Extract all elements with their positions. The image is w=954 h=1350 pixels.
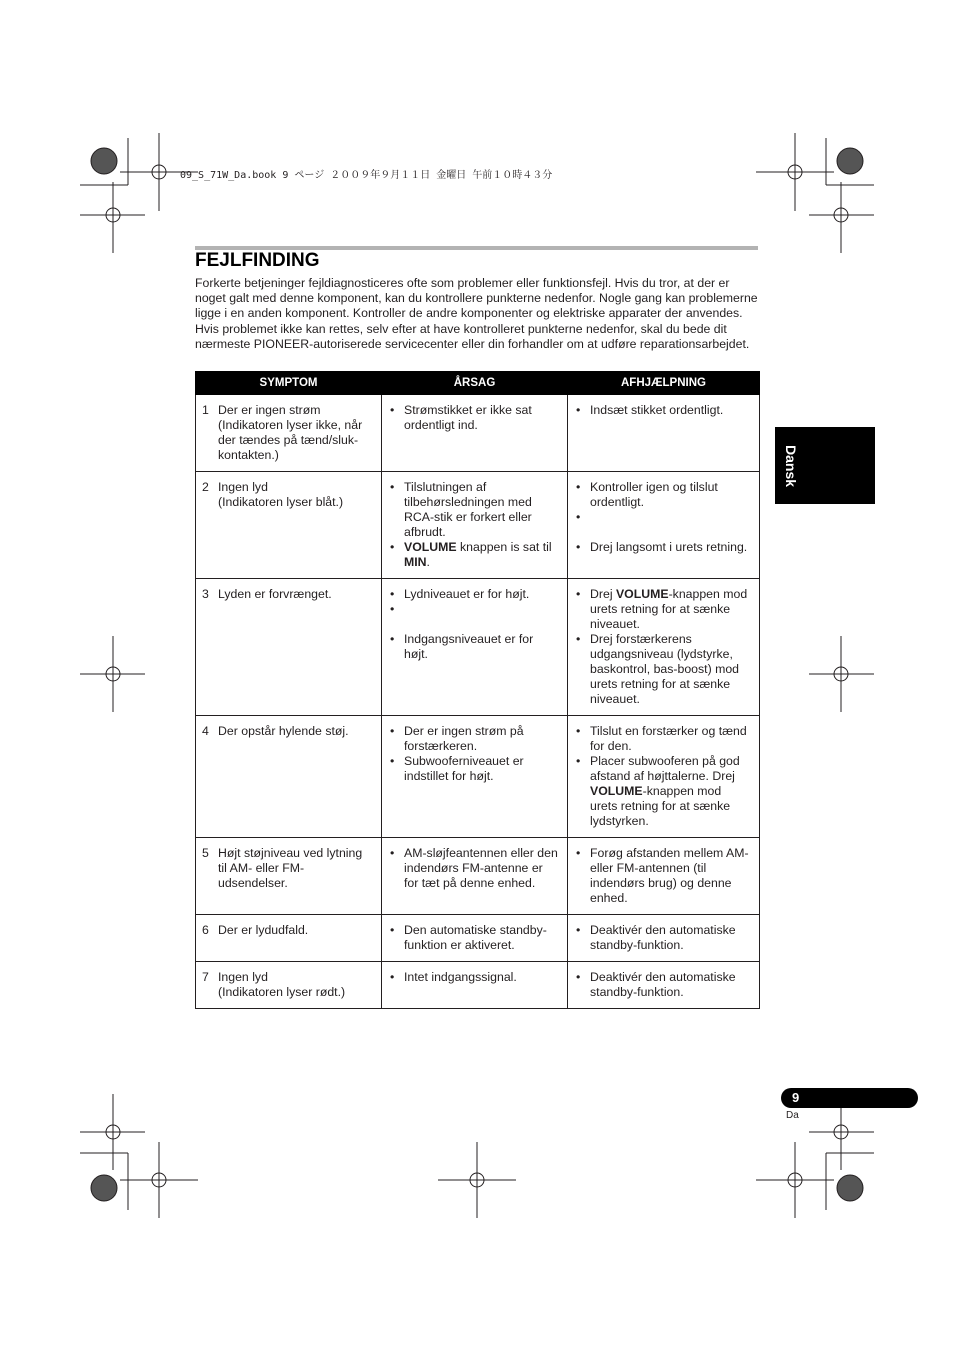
remedy-item: • Drej langsomt i urets retning. xyxy=(574,540,751,555)
remedy-item: • Tilslut en forstærker og tænd for den. xyxy=(574,724,751,754)
symptom-cell xyxy=(196,716,382,838)
row-number: 7 xyxy=(202,970,209,984)
remedy-item: • Kontroller igen og tilslut ordentligt. xyxy=(574,480,751,510)
spacer xyxy=(388,602,559,632)
cause-cell xyxy=(382,838,568,915)
page-language-code: Da xyxy=(786,1110,799,1121)
remedy-cell xyxy=(568,716,760,838)
header-symptom: SYMPTOM xyxy=(196,372,382,395)
symptom-cell xyxy=(196,472,382,579)
remedy-cell xyxy=(568,395,760,472)
min-label: MIN xyxy=(404,555,427,569)
remedy-cell xyxy=(568,579,760,716)
symptom-cell xyxy=(196,838,382,915)
table-row xyxy=(196,962,760,1009)
volume-label: VOLUME xyxy=(615,587,669,601)
cause-cell xyxy=(382,915,568,962)
symptom-text: Ingen lyd xyxy=(218,480,268,494)
cause-cell xyxy=(382,962,568,1009)
row-number: 1 xyxy=(202,403,209,417)
cause-item: • Lydniveauet er for højt. xyxy=(388,587,559,602)
cause-text-end: . xyxy=(426,555,430,569)
symptom-note: (Indikatoren lyser rødt.) xyxy=(218,985,346,999)
table-row xyxy=(196,716,760,838)
cause-item: • Den automatiske standby-funktion er aktiveret. xyxy=(388,923,559,953)
symptom-cell xyxy=(196,395,382,472)
symptom-note: (Indikatoren lyser blåt.) xyxy=(218,495,344,509)
remedy-text: Placer subwooferen på god afstand af højttalerne. Drej xyxy=(590,754,740,783)
table-row xyxy=(196,472,760,579)
symptom-text: Lyden er forvrænget. xyxy=(218,587,332,601)
remedy-item xyxy=(574,754,751,829)
remedy-text: -knappen mod urets retning for at sænke niveauet. xyxy=(590,587,748,631)
row-number: 6 xyxy=(202,923,209,937)
remedy-cell xyxy=(568,838,760,915)
symptom-text: Højt støjniveau ved lytning til AM- eller FM-udsendelser. xyxy=(218,846,363,890)
table-header-row xyxy=(196,372,760,395)
header-cause: ÅRSAG xyxy=(382,372,568,395)
page-title: FEJLFINDING xyxy=(195,250,320,271)
troubleshooting-table xyxy=(195,371,760,1009)
symptom-cell xyxy=(196,915,382,962)
symptom-text: Der er ingen strøm (Indikatoren lyser ikke, når der tændes på tænd/sluk-kontakten.) xyxy=(218,403,363,462)
cause-text: knappen is sat til xyxy=(456,540,552,554)
row-number: 4 xyxy=(202,724,209,738)
remedy-cell xyxy=(568,962,760,1009)
remedy-cell xyxy=(568,915,760,962)
table-row xyxy=(196,838,760,915)
cause-item: • AM-sløjfeantennen eller den indendørs FM-antenne er for tæt på denne enhed. xyxy=(388,846,559,891)
remedy-item: • Deaktivér den automatiske standby-funktion. xyxy=(574,923,751,953)
symptom-text: Ingen lyd xyxy=(218,970,268,984)
symptom-cell xyxy=(196,962,382,1009)
remedy-item xyxy=(574,587,751,632)
table-row xyxy=(196,395,760,472)
page-number-pill xyxy=(781,1088,918,1108)
remedy-text: Drej xyxy=(590,587,616,601)
table-row xyxy=(196,579,760,716)
table-row xyxy=(196,915,760,962)
volume-label: VOLUME xyxy=(590,784,643,798)
page-number: 9 xyxy=(792,1090,800,1105)
remedy-item: • Indsæt stikket ordentligt. xyxy=(574,403,751,418)
row-number: 3 xyxy=(202,587,209,601)
symptom-text: Der er lydudfald. xyxy=(218,923,309,937)
cause-cell xyxy=(382,579,568,716)
cause-item: • Subwooferniveauet er indstillet for højt. xyxy=(388,754,559,784)
remedy-item: • Drej forstærkerens udgangsniveau (lydstyrke, baskontrol, bas-boost) mod urets retning for at sænke niveauet. xyxy=(574,632,751,707)
symptom-text: Der opstår hylende støj. xyxy=(218,724,349,738)
intro-paragraph: Forkerte betjeninger fejldiagnosticeres ofte som problemer eller funktionsfejl. Hvis du tror, at der er noget galt med denne komponent, kan du kontrollere punkterne nedenfor. Nogle gang kan problemerne ligge i en anden komponent. Kontroller de andre komponenter og elektriske apparater der anvendes. Hvis problemet ikke kan rettes, selv efter at have kontrolleret punkterne nedenfor, skal du bede dit nærmeste PIONEER-autoriserede servicecenter eller din forhandler om at udføre reparationsarbejdet. xyxy=(195,276,758,351)
cause-item xyxy=(388,540,559,570)
header-remedy: AFHJÆLPNING xyxy=(568,372,760,395)
volume-label: VOLUME xyxy=(404,540,457,554)
remedy-cell xyxy=(568,472,760,579)
cause-item: • Indgangsniveauet er for højt. xyxy=(388,632,559,662)
remedy-item: • Deaktivér den automatiske standby-funktion. xyxy=(574,970,751,1000)
spacer xyxy=(574,510,751,540)
cause-cell xyxy=(382,472,568,579)
remedy-text: -knappen mod urets retning for at sænke lydstyrken. xyxy=(590,784,731,828)
language-tab-label: Dansk xyxy=(783,445,799,488)
remedy-item: • Forøg afstanden mellem AM- eller FM-antennen (til indendørs brug) og denne enhed. xyxy=(574,846,751,906)
cause-item: • Der er ingen strøm på forstærkeren. xyxy=(388,724,559,754)
symptom-cell xyxy=(196,579,382,716)
row-number: 2 xyxy=(202,480,209,494)
cause-item: • Tilslutningen af tilbehørsledningen med RCA-stik er forkert eller afbrudt. xyxy=(388,480,559,540)
row-number: 5 xyxy=(202,846,209,860)
cause-cell xyxy=(382,395,568,472)
cause-item: • Strømstikket er ikke sat ordentligt ind. xyxy=(388,403,559,433)
cause-item: • Intet indgangssignal. xyxy=(388,970,559,985)
cause-cell xyxy=(382,716,568,838)
print-header-line: 09_S_71W_Da.book 9 ページ ２００９年９月１１日 金曜日 午前１０時４３分 xyxy=(180,170,553,181)
